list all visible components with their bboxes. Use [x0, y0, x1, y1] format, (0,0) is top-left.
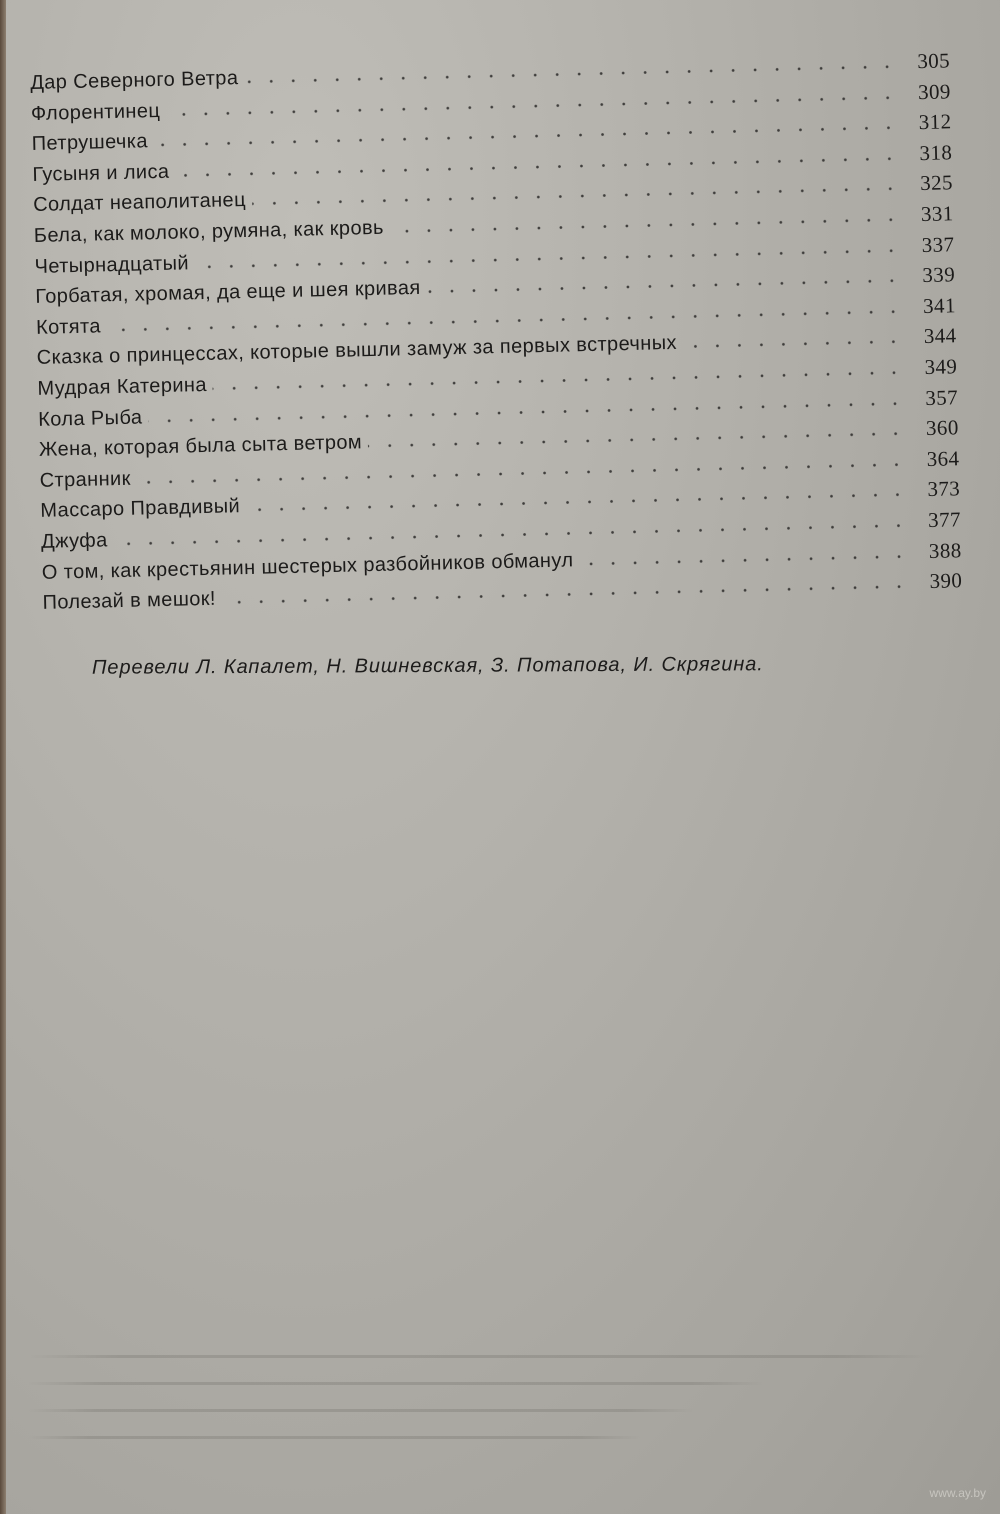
page-left-edge — [0, 0, 6, 1514]
toc-entry-title: Петрушечка — [31, 130, 149, 156]
toc-entry-page: 364 — [926, 445, 960, 471]
toc-entry-title: Мудрая Катерина — [37, 373, 208, 400]
toc-leader-dots — [579, 554, 909, 566]
toc-entry-page: 339 — [922, 262, 956, 288]
toc-entry-title: О том, как крестьянин шестерых разбойников обманул — [41, 548, 574, 584]
table-of-contents — [30, 48, 963, 620]
toc-leader-dots — [222, 584, 911, 604]
toc-entry-page: 312 — [918, 109, 952, 135]
toc-entry-page: 309 — [917, 78, 952, 104]
toc-entry-title: Солдат неаполитанец — [32, 189, 247, 217]
toc-entry-title: Гусыня и лиса — [32, 160, 170, 186]
toc-entry-page: 341 — [922, 293, 957, 318]
toc-entry-title: Жена, которая была сыта ветром — [38, 431, 363, 462]
toc-entry-title: Странник — [39, 467, 131, 492]
toc-entry-title: Флорентинец — [30, 99, 161, 125]
bleed-through-imprint — [28, 1355, 928, 1463]
toc-entry-title: Дар Северного Ветра — [30, 67, 239, 94]
toc-entry-title: Сказка о принцессах, которые вышли замуж за первых встречных — [36, 332, 678, 370]
toc-entry-page: 373 — [927, 476, 961, 502]
toc-entry-page: 357 — [924, 384, 959, 410]
translators-credit: Перевели Л. Капалет, Н. Вишневская, З. Потапова, И. Скрягина. — [91, 653, 764, 679]
toc-leader-dots — [683, 340, 905, 349]
toc-leader-dots — [246, 493, 908, 513]
toc-entry-title: Джуфа — [40, 529, 108, 553]
toc-entry-title: Котята — [35, 315, 102, 339]
bleed-through-line — [28, 1436, 640, 1439]
watermark: www.ay.by — [929, 1486, 986, 1500]
toc-entry-page: 377 — [927, 507, 962, 532]
toc-leader-dots — [427, 279, 904, 294]
toc-entry-page: 349 — [924, 354, 958, 379]
toc-entry-title: Бела, как молоко, румяна, как кровь — [33, 216, 385, 247]
toc-entry-page: 325 — [919, 170, 954, 196]
toc-entry-page: 337 — [921, 231, 955, 257]
bleed-through-line — [28, 1382, 766, 1385]
toc-entry-title: Кола Рыба — [37, 405, 143, 431]
toc-leader-dots — [368, 432, 907, 449]
toc-leader-dots — [252, 187, 901, 206]
toc-entry-page: 360 — [925, 415, 959, 441]
toc-entry-page: 318 — [919, 140, 953, 165]
toc-entry-page: 331 — [920, 201, 954, 227]
bleed-through-line — [28, 1355, 928, 1358]
toc-entry-title: Массаро Правдивый — [40, 495, 241, 523]
toc-entry-page: 344 — [923, 323, 957, 349]
toc-entry-title: Полезай в мешок! — [42, 587, 217, 614]
bleed-through-line — [28, 1409, 694, 1412]
toc-entry-page: 305 — [917, 48, 951, 74]
toc-entry-page: 388 — [928, 537, 962, 563]
toc-entry-title: Четырнадцатый — [34, 251, 190, 278]
toc-leader-dots — [390, 217, 902, 233]
toc-entry-page: 390 — [929, 568, 963, 594]
toc-leader-dots — [244, 65, 898, 84]
toc-entry-title: Горбатая, хромая, да еще и шея кривая — [35, 277, 421, 309]
